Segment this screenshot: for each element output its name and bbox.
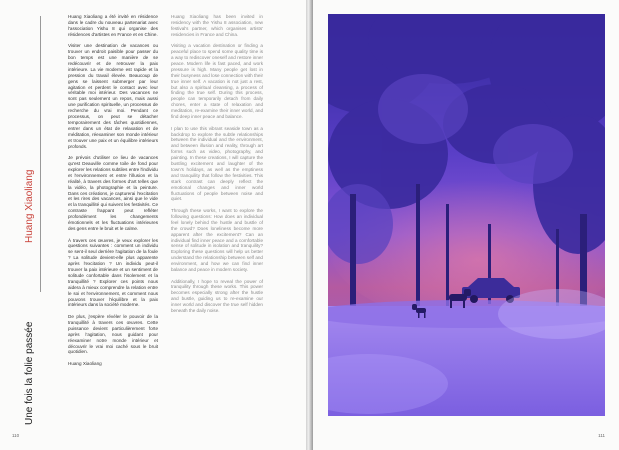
signature: Huang Xiaoliang bbox=[68, 360, 102, 366]
en-paragraph: Through these works, I want to explore the following questions: How does an individual feel lonely behind the hustle and bustle of the crowd? Does loneliness become more apparent after the excitement? Can an individual find inner peace and a comfortable sense of solitude in isolation and tranquility? Exploring these questions will help us better understand the relationship between self and environment, and how we can find inner balance and peace in modern society. bbox=[171, 207, 263, 273]
en-paragraph: Visiting a vacation destination or finding a peaceful place to spend some quality time is a way to rediscover oneself and restore inner peace. Modern life is fast paced, and work pressure is high. Many people get lost in their busyness and lose connection with their true inner self. A vacation is not just a rest, but also a spiritual cleansing, a process of finding the true self. During this process, people can temporarily detach from daily chores, enter a state of relaxation and meditation, re-examine their inner world, and find deep inner peace and balance. bbox=[171, 43, 263, 120]
fr-paragraph: Je prévois d'utiliser ce lieu de vacances qu'est Deauville comme toile de fond pour explorer les relations subtiles entre l'individu et l'environnement et entre l'illusion et la réalité, à travers des formes d'art telles que la vidéo, la photographie et la peinture. Dans ces créations, je capturerai l'excitation et les rires des vacances, ainsi que le vide et la tranquillité qui suivent les festivités. Ce contraste frappant peut refléter profondément les changements émotionnels et les fluctuations intérieures des gens entre le bruit et le calme. bbox=[68, 155, 158, 231]
en-paragraph: Additionally, I hope to reveal the power of tranquility through these works. This power becomes especially strong after the hustle and bustle, guiding us to re-examine our inner world and discover the true self hidden beneath the daily noise. bbox=[171, 278, 263, 314]
left-page bbox=[0, 0, 306, 450]
vertical-title bbox=[22, 150, 38, 430]
artist-name: Huang Xiaoliang bbox=[24, 169, 35, 243]
fr-paragraph: Huang Xiaoliang a été invité en résidence dans le cadre du nouveau partenariat avec l'association Yishu 8 qui organise des résidences d'artistes en France et en Chine. bbox=[68, 14, 158, 37]
en-paragraph: Huang Xiaoliang has been invited in residency with the Yishu 8 association, new festival's partner, which organises artists' residencies in France and China. bbox=[171, 14, 263, 37]
book-gutter bbox=[306, 0, 313, 450]
fr-paragraph: À travers ces œuvres, je veux explorer les questions suivantes : comment un individu se sent-il seul derrière l'agitation de la foule ? La solitude devient-elle plus apparente après l'excitation ? Un individu peut-il trouver la paix intérieure et un sentiment de solitude confortable dans l'isolement et la tranquillité ? Explorer ces points nous aidera à mieux comprendre la relation entre le soi et l'environnement, et comment nous pouvons trouver l'équilibre et la paix intérieurs dans la société moderne. bbox=[68, 237, 158, 308]
park-photo bbox=[328, 14, 605, 416]
french-column bbox=[68, 14, 158, 372]
photo-illustration bbox=[328, 14, 605, 416]
right-page bbox=[313, 0, 619, 450]
fr-paragraph: Visiter une destination de vacances ou trouver un endroit paisible pour passer du bon temps est une manière de se redécouvrir et de retrouver la paix intérieure. La vie moderne est rapide et la pression du travail élevée. Beaucoup de gens se laissent submerger par leur agitation et perdent le contact avec leur véritable moi intérieur. Des vacances ne sont pas seulement un repos, mais aussi une purification spirituelle, un processus de recherche du vrai moi. Pendant ce processus, on peut se détacher temporairement des tâches quotidiennes, entrer dans un état de relaxation et de méditation, réexaminer son monde intérieur et trouver une paix et un équilibre intérieurs profonds. bbox=[68, 43, 158, 149]
page-number-right: 111 bbox=[598, 433, 605, 438]
page-number-left: 110 bbox=[12, 433, 20, 438]
en-paragraph: I plan to use this vibrant seaside town as a backdrop to explore the subtle relationships between the individual and the environment, and between illusion and reality, through art forms such as video, photography, and painting. In these creations, I will capture the bustling excitement and laughter of the town's holidays, as well as the emptiness and tranquility that follow the festivities. This stark contrast can deeply reflect the emotional changes and inner world fluctuations of people between noise and quiet. bbox=[171, 125, 263, 202]
article-title: Une fois la folie passée bbox=[24, 321, 35, 425]
title-divider-line bbox=[40, 16, 41, 292]
fr-paragraph: De plus, j'espère révéler le pouvoir de la tranquillité à travers ces œuvres. Cette puissance devient particulièrement forte après l'agitation, nous guidant pour réexaminer notre monde intérieur et découvrir le vrai moi caché sous le bruit quotidien. bbox=[68, 313, 158, 355]
english-column bbox=[171, 14, 263, 320]
vertical-title-block bbox=[22, 150, 38, 450]
